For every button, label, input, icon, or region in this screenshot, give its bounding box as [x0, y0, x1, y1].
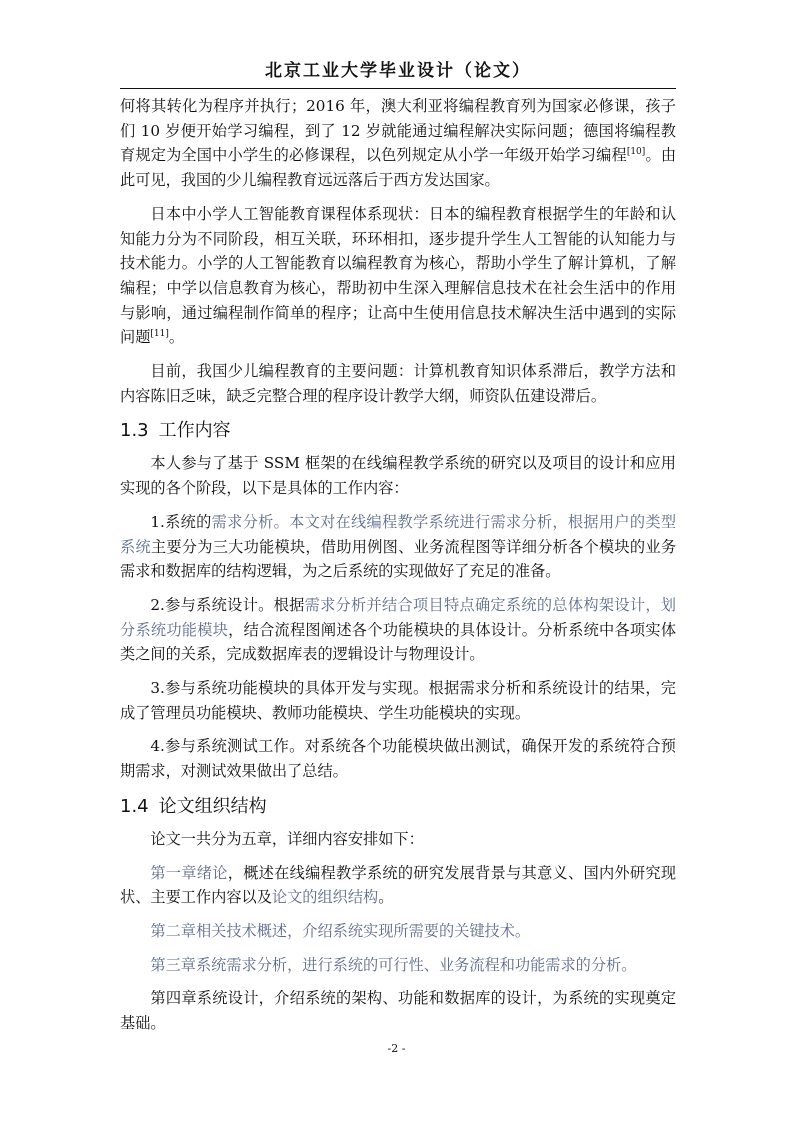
section-heading-1-4: 1.4 论文组织结构 — [120, 795, 267, 817]
work-item-1: 1.系统的需求分析。本文对在线编程教学系统进行需求分析，根据用户的类型系统主要分为三大功能模块，借助用例图、业务流程图等详细分析各个模块的业务需求和数据库的结构逻辑，为之后系统的实现做好了充足的准备。 — [120, 512, 677, 581]
citation-11: [11] — [150, 329, 169, 340]
chapter-4-summary: 第四章系统设计，介绍系统的架构、功能和数据库的设计，为系统的实现奠定基础。 — [120, 989, 676, 1033]
chapter-1-summary: 第一章绪论，概述在线编程教学系统的研究发展背景与其意义、国内外研究现状、主要工作内容以及论文的组织结构。 — [120, 863, 677, 907]
paragraph-structure-intro: 论文一共分为五章，详细内容安排如下： — [150, 829, 424, 848]
paragraph-japan-ai-education: 日本中小学人工智能教育课程体系现状：日本的编程教育根据学生的年龄和认知能力分为不同阶段，相互关联，环环相扣，逐步提升学生人工智能的认知能力与技术能力。小学的人工智能教育以编程教育为核心，帮助小学生了解计算机，了解编程；中学以信息教育为核心，帮助初中生深入理解信息技术在社会生活中的作用与影响，通过编程制作简单的程序；让高中生使用信息技术解决生活中遇到的实际问题[11]。 — [120, 204, 676, 347]
citation-10: [10] — [626, 147, 646, 158]
paragraph-work-intro: 本人参与了基于 SSM 框架的在线编程教学系统的研究以及项目的设计和应用实现的各个阶段，以下是具体的工作内容： — [120, 454, 676, 498]
page-number: -2 - — [387, 1042, 406, 1055]
chapter-2-summary: 第二章相关技术概述，介绍系统实现所需要的关键技术。 — [150, 921, 531, 940]
paragraph-programming-education-abroad: 何将其转化为程序并执行；2016 年，澳大利亚将编程教育列为国家必修课，孩子们 10 岁便开始学习编程，到了 12 岁就能通过编程解决实际问题；德国将编程教育规定为全国中小学生的必修课程，以色列规定从小学一年级开始学习编程[10]。由此可见，我国的少儿编程教育远远落后于西方发达国家。 — [120, 97, 677, 190]
page-header-title: 北京工业大学毕业设计（论文） — [265, 61, 531, 81]
work-item-2: 2.参与系统设计。根据需求分析并结合项目特点确定系统的总体构架设计，划分系统功能模块，结合流程图阐述各个功能模块的具体设计。分析系统中各项实体类之间的关系，完成数据库表的逻辑设计与物理设计。 — [120, 595, 677, 664]
work-item-3: 3.参与系统功能模块的具体开发与实现。根据需求分析和系统设计的结果，完成了管理员功能模块、教师功能模块、学生功能模块的实现。 — [120, 679, 676, 722]
chapter-3-summary: 第三章系统需求分析，进行系统的可行性、业务流程和功能需求的分析。 — [150, 955, 637, 974]
work-item-4: 4.参与系统测试工作。对系统各个功能模块做出测试，确保开发的系统符合预期需求，对测试效果做出了总结。 — [120, 737, 676, 781]
paragraph-current-problems: 目前，我国少儿编程教育的主要问题：计算机教育知识体系滞后，教学方法和内容陈旧乏味，缺乏完整合理的程序设计教学大纲，师资队伍建设滞后。 — [120, 362, 676, 405]
section-heading-1-3: 1.3 工作内容 — [120, 420, 231, 442]
header-rule — [120, 88, 676, 89]
page-body — [120, 94, 676, 1045]
